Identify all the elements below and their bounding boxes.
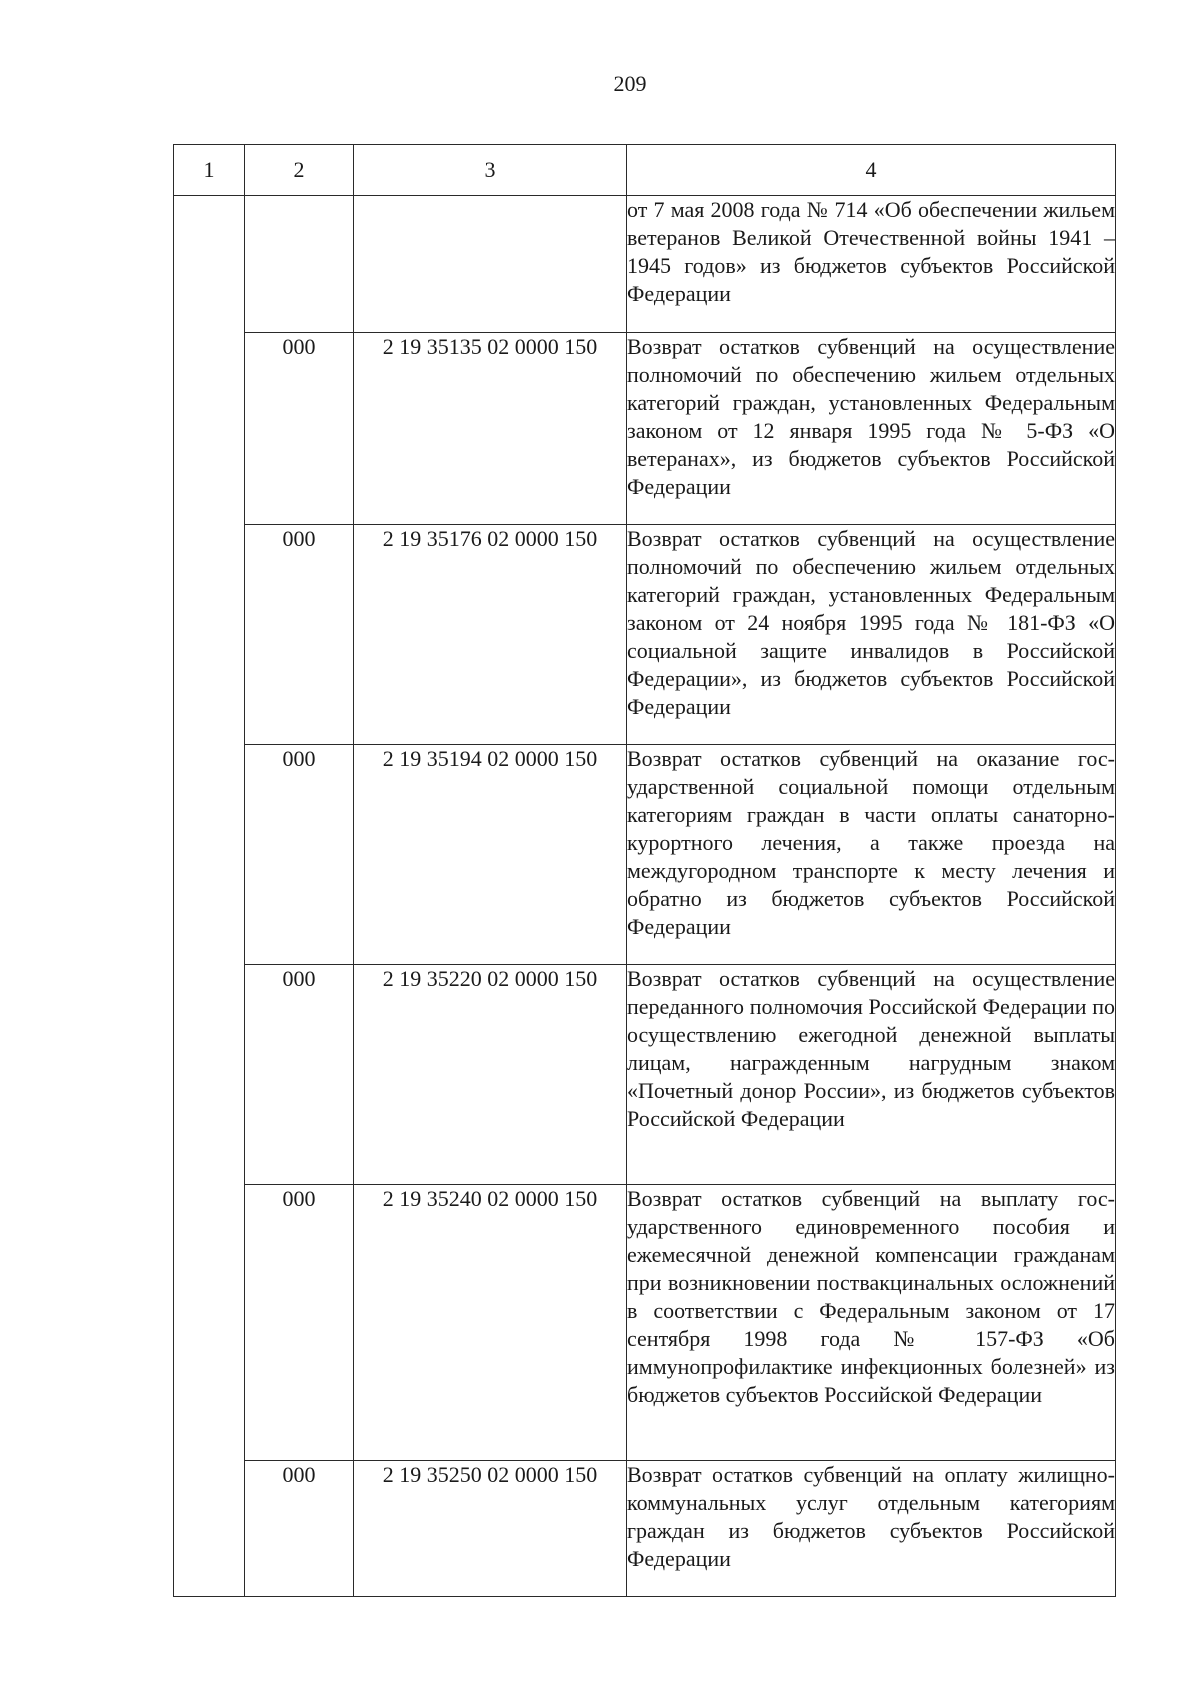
cell-budget-code: 2 19 35220 02 0000 150 (354, 965, 627, 1185)
table-row (174, 333, 1116, 525)
table-header-row (174, 145, 1116, 196)
table-row (174, 1461, 1116, 1597)
cell-col1 (174, 1461, 245, 1597)
cell-description: от 7 мая 2008 года № 714 «Об обеспечении жильем ветеранов Великой Отечественной войны 1941 – 1945 годов» из бюджетов субъектов Российской Федерации (627, 196, 1116, 333)
cell-budget-code (354, 196, 627, 333)
cell-col1 (174, 965, 245, 1185)
cell-budget-code: 2 19 35250 02 0000 150 (354, 1461, 627, 1597)
table-row (174, 965, 1116, 1185)
table-row (174, 1185, 1116, 1461)
cell-description: Возврат остатков субвенций на осуществление полномочий по обеспечению жильем отдельных категорий граждан, установленных Федеральным законом от 12 января 1995 года № 5-ФЗ «О ветеранах», из бюджетов субъектов Российской Федерации (627, 333, 1116, 525)
column-header-1: 1 (174, 145, 245, 196)
cell-admin-code (245, 196, 354, 333)
cell-admin-code: 000 (245, 745, 354, 965)
cell-col1 (174, 745, 245, 965)
table-row (174, 745, 1116, 965)
cell-admin-code: 000 (245, 1185, 354, 1461)
column-header-3: 3 (354, 145, 627, 196)
column-header-4: 4 (627, 145, 1116, 196)
cell-description: Возврат остатков субвенций на осуществление переданного полномочия Российской Федерации по осуществлению ежегодной денежной выплаты лицам, награжденным нагрудным знаком «Почетный донор России», из бюджетов субъектов Российской Федерации (627, 965, 1116, 1185)
cell-budget-code: 2 19 35240 02 0000 150 (354, 1185, 627, 1461)
cell-col1 (174, 1185, 245, 1461)
table-row (174, 525, 1116, 745)
cell-admin-code: 000 (245, 333, 354, 525)
cell-admin-code: 000 (245, 965, 354, 1185)
cell-col1 (174, 525, 245, 745)
cell-col1 (174, 333, 245, 525)
table-row (174, 196, 1116, 333)
cell-admin-code: 000 (245, 525, 354, 745)
cell-col1 (174, 196, 245, 333)
cell-budget-code: 2 19 35194 02 0000 150 (354, 745, 627, 965)
cell-description: Возврат остатков субвенций на оказание государственной социальной помощи отдельным категориям граждан в части оплаты санаторно-курортного лечения, а также проезда на междугородном транспорте к месту лечения и обратно из бюджетов субъектов Российской Федерации (627, 745, 1116, 965)
cell-description: Возврат остатков субвенций на выплату государственного единовременного пособия и ежемесячной денежной компенсации гражданам при возникновении поствакцинальных осложнений в соответствии с Федеральным законом от 17 сентября 1998 года № 157-ФЗ «Об иммунопрофилактике инфекционных болезней» из бюджетов субъектов Российской Федерации (627, 1185, 1116, 1461)
cell-description: Возврат остатков субвенций на оплату жилищно-коммунальных услуг отдельным категориям граждан из бюджетов субъектов Российской Федерации (627, 1461, 1116, 1597)
cell-description: Возврат остатков субвенций на осуществление полномочий по обеспечению жильем отдельных категорий граждан, установленных Федеральным законом от 24 ноября 1995 года № 181-ФЗ «О социальной защите инвалидов в Российской Федерации», из бюджетов субъектов Российской Федерации (627, 525, 1116, 745)
column-header-2: 2 (245, 145, 354, 196)
page-number: 209 (613, 71, 647, 96)
cell-admin-code: 000 (245, 1461, 354, 1597)
cell-budget-code: 2 19 35176 02 0000 150 (354, 525, 627, 745)
budget-classification-table (173, 144, 1116, 1597)
cell-budget-code: 2 19 35135 02 0000 150 (354, 333, 627, 525)
